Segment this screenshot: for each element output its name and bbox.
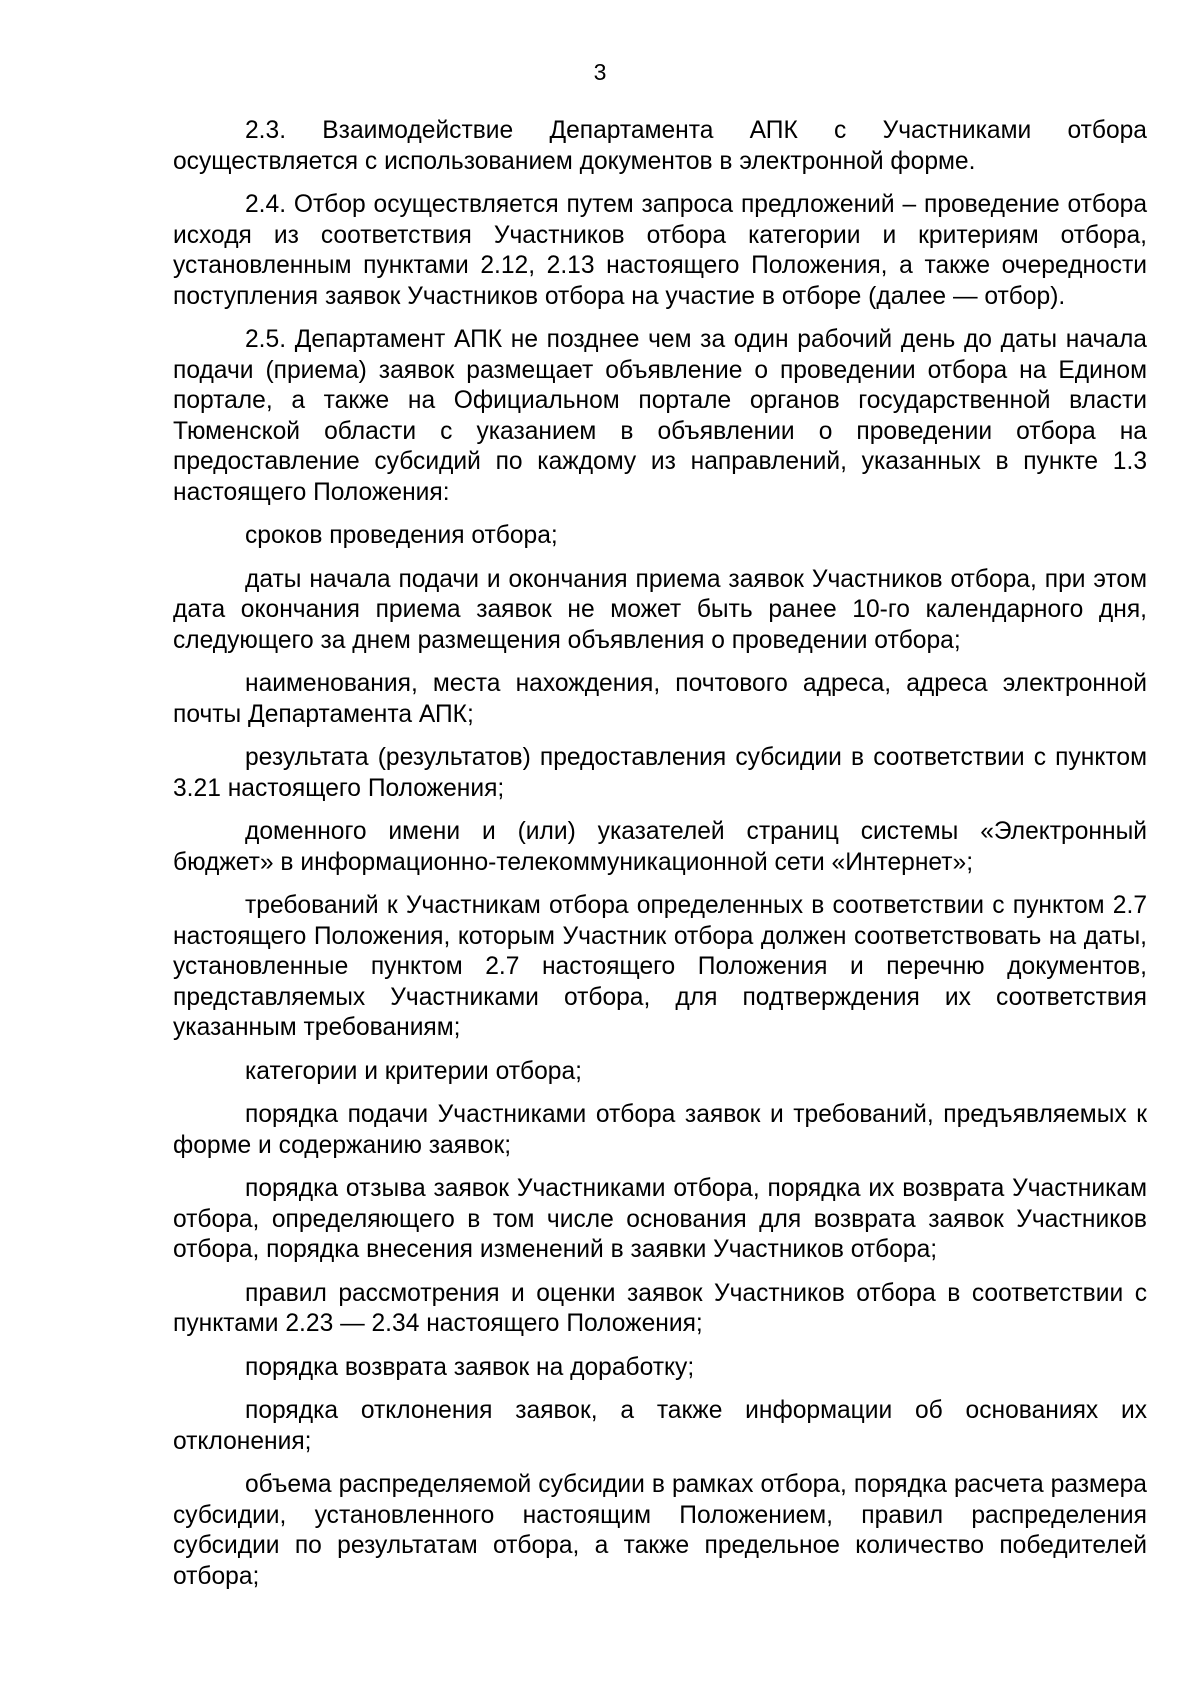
page-number: 3	[593, 59, 607, 85]
document-body	[173, 116, 1147, 1605]
list-item-participant-requirements: требований к Участникам отбора определенных в соответствии с пунктом 2.7 настоящего Положения, которым Участник отбора должен соответствовать на даты, установленные пунктом 2.7 настоящего Положения и перечню документов, представляемых Участниками отбора, для подтверждения их соответствия указанным требованиям;	[173, 892, 1147, 1041]
list-item-selection-terms: сроков проведения отбора;	[245, 522, 558, 549]
list-item-department-contacts: наименования, места нахождения, почтового адреса, адреса электронной почты Департамента АПК;	[173, 670, 1147, 728]
paragraph-2-5: 2.5. Департамент АПК не позднее чем за один рабочий день до даты начала подачи (приема) заявок размещает объявление о проведении отбора на Едином портале, а также на Официальном портале органов государственной власти Тюменской области с указанием в объявлении о проведении отбора на предоставление субсидий по каждому из направлений, указанных в пункте 1.3 настоящего Положения:	[173, 326, 1147, 506]
list-item-rejection-procedure: порядка отклонения заявок, а также информации об основаниях их отклонения;	[173, 1397, 1147, 1455]
list-item-application-dates: даты начала подачи и окончания приема заявок Участников отбора, при этом дата окончания приема заявок не может быть ранее 10-го календарного дня, следующего за днем размещения объявления о проведении отбора;	[173, 565, 1147, 654]
list-item-electronic-budget: доменного имени и (или) указателей страниц системы «Электронный бюджет» в информационно-телекоммуникационной сети «Интернет»;	[173, 818, 1147, 876]
list-item-withdrawal-procedure: порядка отзыва заявок Участниками отбора, порядка их возврата Участникам отбора, определяющего в том числе основания для возврата заявок Участников отбора, порядка внесения изменений в заявки Участников отбора;	[173, 1175, 1147, 1263]
list-item-subsidy-results: результата (результатов) предоставления субсидии в соответствии с пунктом 3.21 настоящего Положения;	[173, 744, 1147, 802]
list-item-review-rules: правил рассмотрения и оценки заявок Участников отбора в соответствии с пунктами 2.23 — 2.34 настоящего Положения;	[173, 1279, 1147, 1337]
list-item-selection-criteria: категории и критерии отбора;	[245, 1057, 582, 1085]
paragraph-2-3: 2.3. Взаимодействие Департамента АПК с Участниками отбора осуществляется с использованием документов в электронной форме.	[173, 117, 1147, 175]
list-item-return-for-revision: порядка возврата заявок на доработку;	[245, 1353, 695, 1381]
paragraph-2-4: 2.4. Отбор осуществляется путем запроса предложений – проведение отбора исходя из соответствия Участников отбора категории и критериям отбора, установленным пунктами 2.12, 2.13 настоящего Положения, а также очередности поступления заявок Участников отбора на участие в отборе (далее — отбор).	[173, 191, 1147, 310]
list-item-application-procedure: порядка подачи Участниками отбора заявок и требований, предъявляемых к форме и содержанию заявок;	[173, 1101, 1147, 1159]
list-item-subsidy-volume: объема распределяемой субсидии в рамках отбора, порядка расчета размера субсидии, установленного настоящим Положением, правил распределения субсидии по результатам отбора, а также предельное количество победителей отбора;	[173, 1471, 1147, 1590]
